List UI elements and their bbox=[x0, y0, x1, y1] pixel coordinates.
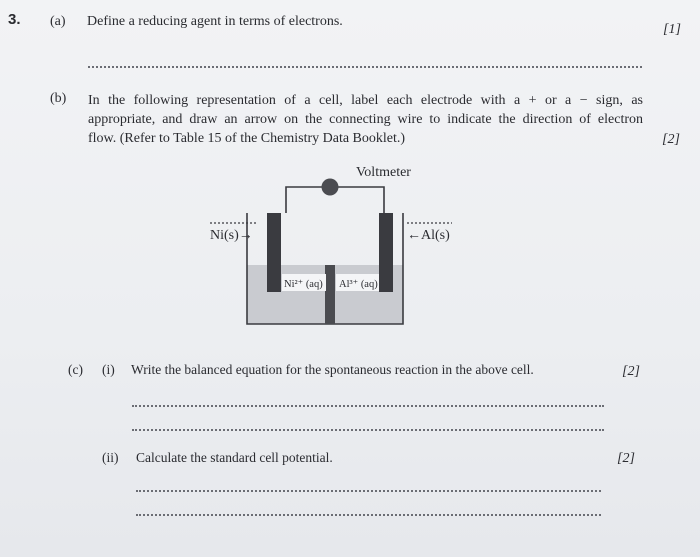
left-electrode-label: Ni(s)→ bbox=[210, 228, 253, 243]
part-c-ii-question: Calculate the standard cell potential. bbox=[136, 450, 333, 465]
part-c-label: (c) bbox=[68, 362, 83, 377]
part-c-i-answer-line-2[interactable] bbox=[132, 429, 604, 431]
part-c-ii-marks: [2] bbox=[617, 451, 635, 466]
part-a-question: Define a reducing agent in terms of electrons. bbox=[87, 14, 343, 29]
right-electrode-label: ←Al(s) bbox=[407, 228, 450, 243]
porous-partition bbox=[325, 265, 335, 324]
electrochemical-cell-diagram[interactable] bbox=[200, 155, 460, 335]
part-a-answer-line[interactable] bbox=[88, 66, 642, 68]
part-b-question bbox=[88, 91, 643, 148]
part-c-ii-answer-line-1[interactable] bbox=[136, 490, 601, 492]
part-b-line-1: In the following representation of a cell, label each electrode with a + or a − sign, as bbox=[88, 93, 643, 108]
right-solution-label: Al³⁺ (aq) bbox=[339, 279, 378, 290]
part-c-i-answer-line-1[interactable] bbox=[132, 405, 604, 407]
nickel-electrode bbox=[267, 213, 281, 292]
part-a-marks: [1] bbox=[663, 22, 681, 37]
left-solution-label: Ni²⁺ (aq) bbox=[284, 279, 323, 290]
part-c-i-marks: [2] bbox=[622, 364, 640, 379]
part-b-marks: [2] bbox=[662, 132, 680, 147]
part-c-ii-label: (ii) bbox=[102, 450, 119, 465]
aluminium-electrode bbox=[379, 213, 393, 292]
part-b-label: (b) bbox=[50, 91, 67, 106]
part-c-i-label: (i) bbox=[102, 362, 115, 377]
part-b-line-2: appropriate, and draw an arrow on the connecting wire to indicate the direction of electron bbox=[88, 112, 643, 127]
part-a-label: (a) bbox=[50, 14, 66, 29]
part-b-line-3: flow. (Refer to Table 15 of the Chemistry Data Booklet.) bbox=[88, 131, 406, 146]
voltmeter-label: Voltmeter bbox=[356, 165, 411, 180]
part-c-i-question: Write the balanced equation for the spontaneous reaction in the above cell. bbox=[131, 362, 534, 377]
voltmeter-icon bbox=[322, 179, 339, 196]
question-number: 3. bbox=[8, 11, 21, 28]
part-c-ii-answer-line-2[interactable] bbox=[136, 514, 601, 516]
